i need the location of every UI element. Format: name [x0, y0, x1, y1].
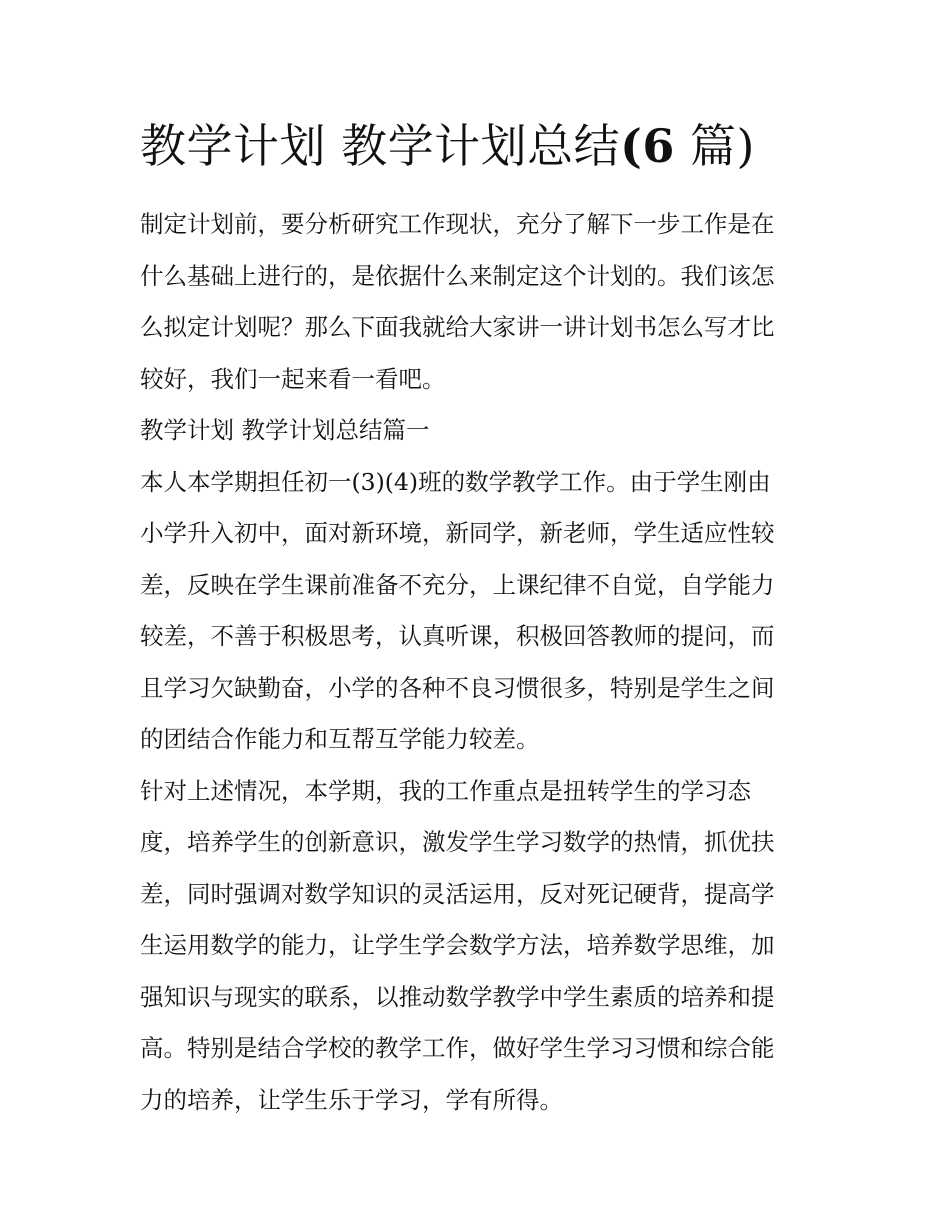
text-line: 针对上述情况，本学期，我的工作重点是扭转学生的学习态: [140, 776, 751, 805]
title-count: (6: [620, 119, 675, 173]
text-line: 高。特别是结合学校的教学工作，做好学生学习习惯和综合能: [140, 1034, 775, 1062]
text-line: 差，同时强调对数学知识的灵活运用，反对死记硬背，提高学: [140, 879, 775, 908]
text-line: 强知识与现实的联系，以推动数学教学中学生素质的培养和提: [140, 982, 775, 1011]
title-main: 教学计划 教学计划总结: [140, 119, 621, 173]
text-line: 生运用数学的能力，让学生学会数学方法，培养数学思维，加: [140, 931, 775, 959]
text-line: 差，反映在学生课前准备不充分，上课纪律不自觉，自学能力: [140, 570, 775, 599]
text-line: 力的培养，让学生乐于学习，学有所得。: [140, 1085, 563, 1114]
document-body: [140, 199, 820, 1126]
text-line: 小学升入初中，面对新环境，新同学，新老师，学生适应性较: [140, 519, 775, 547]
document-title: [140, 112, 755, 180]
text-line: 本人本学期担任初一(3)(4)班的数学教学工作。由于学生刚由: [140, 467, 771, 496]
title-suffix: 篇): [674, 119, 755, 173]
text-line: 的团结合作能力和互帮互学能力较差。: [140, 725, 540, 753]
text-line: 且学习欠缺勤奋，小学的各种不良习惯很多，特别是学生之间: [140, 673, 775, 702]
text-line: 度，培养学生的创新意识，激发学生学习数学的热情，抓优扶: [140, 828, 775, 856]
text-line: 制定计划前，要分析研究工作现状，充分了解下一步工作是在: [140, 210, 775, 238]
text-line: 什么基础上进行的，是依据什么来制定这个计划的。我们该怎: [140, 261, 775, 290]
text-line: 么拟定计划呢？那么下面我就给大家讲一讲计划书怎么写才比: [140, 313, 775, 341]
text-line: 较好，我们一起来看一看吧。: [140, 364, 446, 393]
section-heading: 教学计划 教学计划总结篇一: [140, 416, 430, 444]
text-line: 较差，不善于积极思考，认真听课，积极回答教师的提问，而: [140, 622, 775, 650]
